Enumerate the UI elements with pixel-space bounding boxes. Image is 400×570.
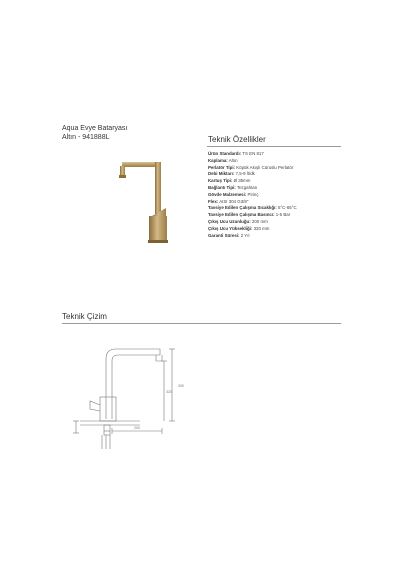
product-name: Aqua Evye Bataryası: [62, 125, 128, 132]
spec-value: Köpük Akışlı Cüruslu Perlatör: [236, 164, 294, 170]
dim-label-spout-length: 200: [134, 426, 140, 430]
spec-item: [208, 165, 297, 172]
spec-item: [208, 171, 297, 178]
technical-drawing-heading: Teknik Çizim: [62, 312, 107, 321]
drawing-shank: [104, 425, 110, 435]
spec-value: 5°C-65°C: [277, 205, 297, 211]
spec-item: [208, 205, 297, 212]
spec-value: Tezgahtan: [236, 184, 258, 190]
product-variant: Altın - 941888L: [62, 134, 110, 141]
spec-label: Debi Miktarı:: [208, 171, 235, 177]
product-title-block: [62, 124, 127, 142]
spec-label: Kaplama:: [208, 157, 228, 163]
spec-item: [208, 199, 297, 206]
spec-value: Altın: [228, 157, 238, 163]
spec-label: Kartuş Tipi:: [208, 178, 233, 184]
spec-value: 200 mm: [251, 218, 268, 224]
spec-item: [208, 212, 297, 219]
spec-value: 1-5 Bar: [275, 212, 291, 218]
spec-item: [208, 158, 297, 165]
spec-item: [208, 192, 297, 199]
specs-heading: Teknik Özellikler: [208, 135, 266, 144]
spec-item: [208, 219, 297, 226]
aerator: [119, 175, 126, 178]
spout-riser: [155, 162, 161, 218]
spec-label: Tavsiye Edilen Çalışma Sıcaklığı:: [208, 205, 277, 211]
spec-value: 2 Yıl: [240, 232, 250, 238]
faucet-body: [149, 216, 167, 242]
spec-value: TS EN 817: [242, 151, 264, 156]
spec-item: [208, 226, 297, 233]
spec-item: [208, 233, 297, 240]
spout-arm: [122, 162, 160, 167]
faucet-image: [118, 146, 186, 246]
spec-value: AISI 304 G3/8": [219, 198, 249, 204]
spec-label: Flex:: [208, 198, 219, 204]
spec-label: Çıkış Ucu Uzunluğu:: [208, 218, 251, 224]
spec-item: [208, 151, 297, 158]
specs-divider: [207, 146, 341, 147]
spec-value: 7,5-9 lt/dk: [235, 171, 255, 177]
dim-label-spout-height: 320: [166, 390, 172, 394]
drawing-body: [100, 397, 116, 421]
spec-value: Pirinç: [247, 191, 259, 197]
drawing-spout-outline: [106, 349, 160, 419]
spec-label: Çıkış Ucu Yüksekliği:: [208, 225, 253, 231]
technical-drawing: [70, 335, 190, 455]
spec-item: [208, 185, 297, 192]
drawing-lever: [90, 401, 100, 411]
spec-value: Ø 35mm: [233, 178, 251, 184]
specs-list: [208, 151, 297, 239]
spec-item: [208, 178, 297, 185]
spec-value: 320 mm: [253, 225, 270, 231]
spec-label: Bağlantı Tipi:: [208, 184, 236, 190]
technical-drawing-divider: [62, 323, 341, 324]
dim-label-total-height: 390: [178, 384, 184, 388]
spec-label: Garanti Süresi:: [208, 232, 240, 238]
spec-label: Perlatör Tipi:: [208, 164, 235, 170]
spec-label: Tavsiye Edilen Çalışma Basıncı:: [208, 212, 275, 218]
drawing-spout-tip: [156, 355, 162, 361]
faucet-base: [148, 240, 168, 243]
spec-label: Ürün Standardı:: [208, 151, 242, 156]
spec-label: Gövde Malzemesi:: [208, 191, 247, 197]
